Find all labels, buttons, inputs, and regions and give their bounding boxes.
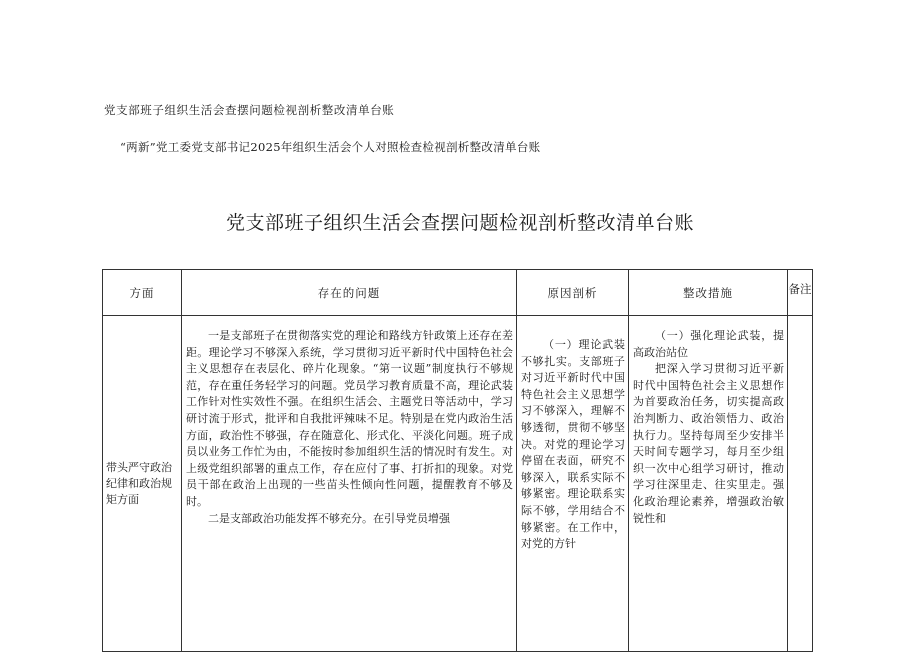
aspect-text: 带头严守政治纪律和政治规矩方面 bbox=[106, 460, 172, 506]
header-problems: 存在的问题 bbox=[181, 269, 517, 316]
cause-paragraph: （一）理论武装不够扎实。支部班子对习近平新时代中国特色社会主义思想学习不够深入，理解不够透彻，贯彻不够坚决。对党的理论学习停留在表面，研究不够深入，联系实际不够紧密。理论联系实际不够，学用结合不够紧密。在工作中，对党的方针 bbox=[521, 338, 625, 551]
problem-paragraph-2: 二是支部政治功能发挥不够充分。在引导党员增强 bbox=[208, 511, 450, 525]
cell-aspect bbox=[102, 315, 182, 652]
document-subheading: “两新”党工委党支部书记2025年组织生活会个人对照检查检视剖析整改清单台账 bbox=[120, 140, 541, 154]
cell-measures bbox=[628, 315, 788, 652]
header-aspect: 方面 bbox=[102, 269, 182, 316]
measure-heading: （一）强化理论武装，提高政治站位 bbox=[633, 329, 784, 359]
measure-paragraph: 把深入学习贯彻习近平新时代中国特色社会主义思想作为首要政治任务，切实提高政治判断力、政治领悟力、政治执行力。坚持每周至少安排半天时间专题学习，每月至少组织一次中心组学习研讨，推动学习往深里走、往实里走。强化政治理论素养，增强政治敏锐性和 bbox=[633, 362, 784, 525]
problem-paragraph-1: 一是支部班子在贯彻落实党的理论和路线方针政策上还存在差距。理论学习不够深入系统，学习贯彻习近平新时代中国特色社会主义思想存在表层化、碎片化现象。“第一议题”制度执行不够规范，存在重任务轻学习的问题。党员学习教育质量不高，理论武装工作针对性实效性不强。在组织生活会、主题党日等活动中，学习研讨流于形式，批评和自我批评辣味不足。特别是在党内政治生活方面，政治性不够强，存在随意化、形式化、平淡化问题。班子成员以业务工作忙为由，不能按时参加组织生活的情况时有发生。对上级党组织部署的重点工作，存在应付了事、打折扣的现象。对党员干部在政治上出现的一些苗头性倾向性问题，提醒教育不够及时。 bbox=[186, 329, 513, 508]
header-causes: 原因剖析 bbox=[516, 269, 629, 316]
header-remarks-text: 备注 bbox=[788, 282, 812, 296]
cell-causes bbox=[516, 315, 629, 652]
cell-remarks bbox=[787, 315, 813, 652]
page-title: 党支部班子组织生活会查摆问题检视剖析整改清单台账 bbox=[225, 212, 694, 234]
cell-problems bbox=[181, 315, 517, 652]
document-heading: 党支部班子组织生活会查摆问题检视剖析整改清单台账 bbox=[104, 103, 395, 117]
header-remarks bbox=[787, 269, 813, 316]
rectification-table bbox=[102, 269, 813, 652]
header-measures: 整改措施 bbox=[628, 269, 788, 316]
